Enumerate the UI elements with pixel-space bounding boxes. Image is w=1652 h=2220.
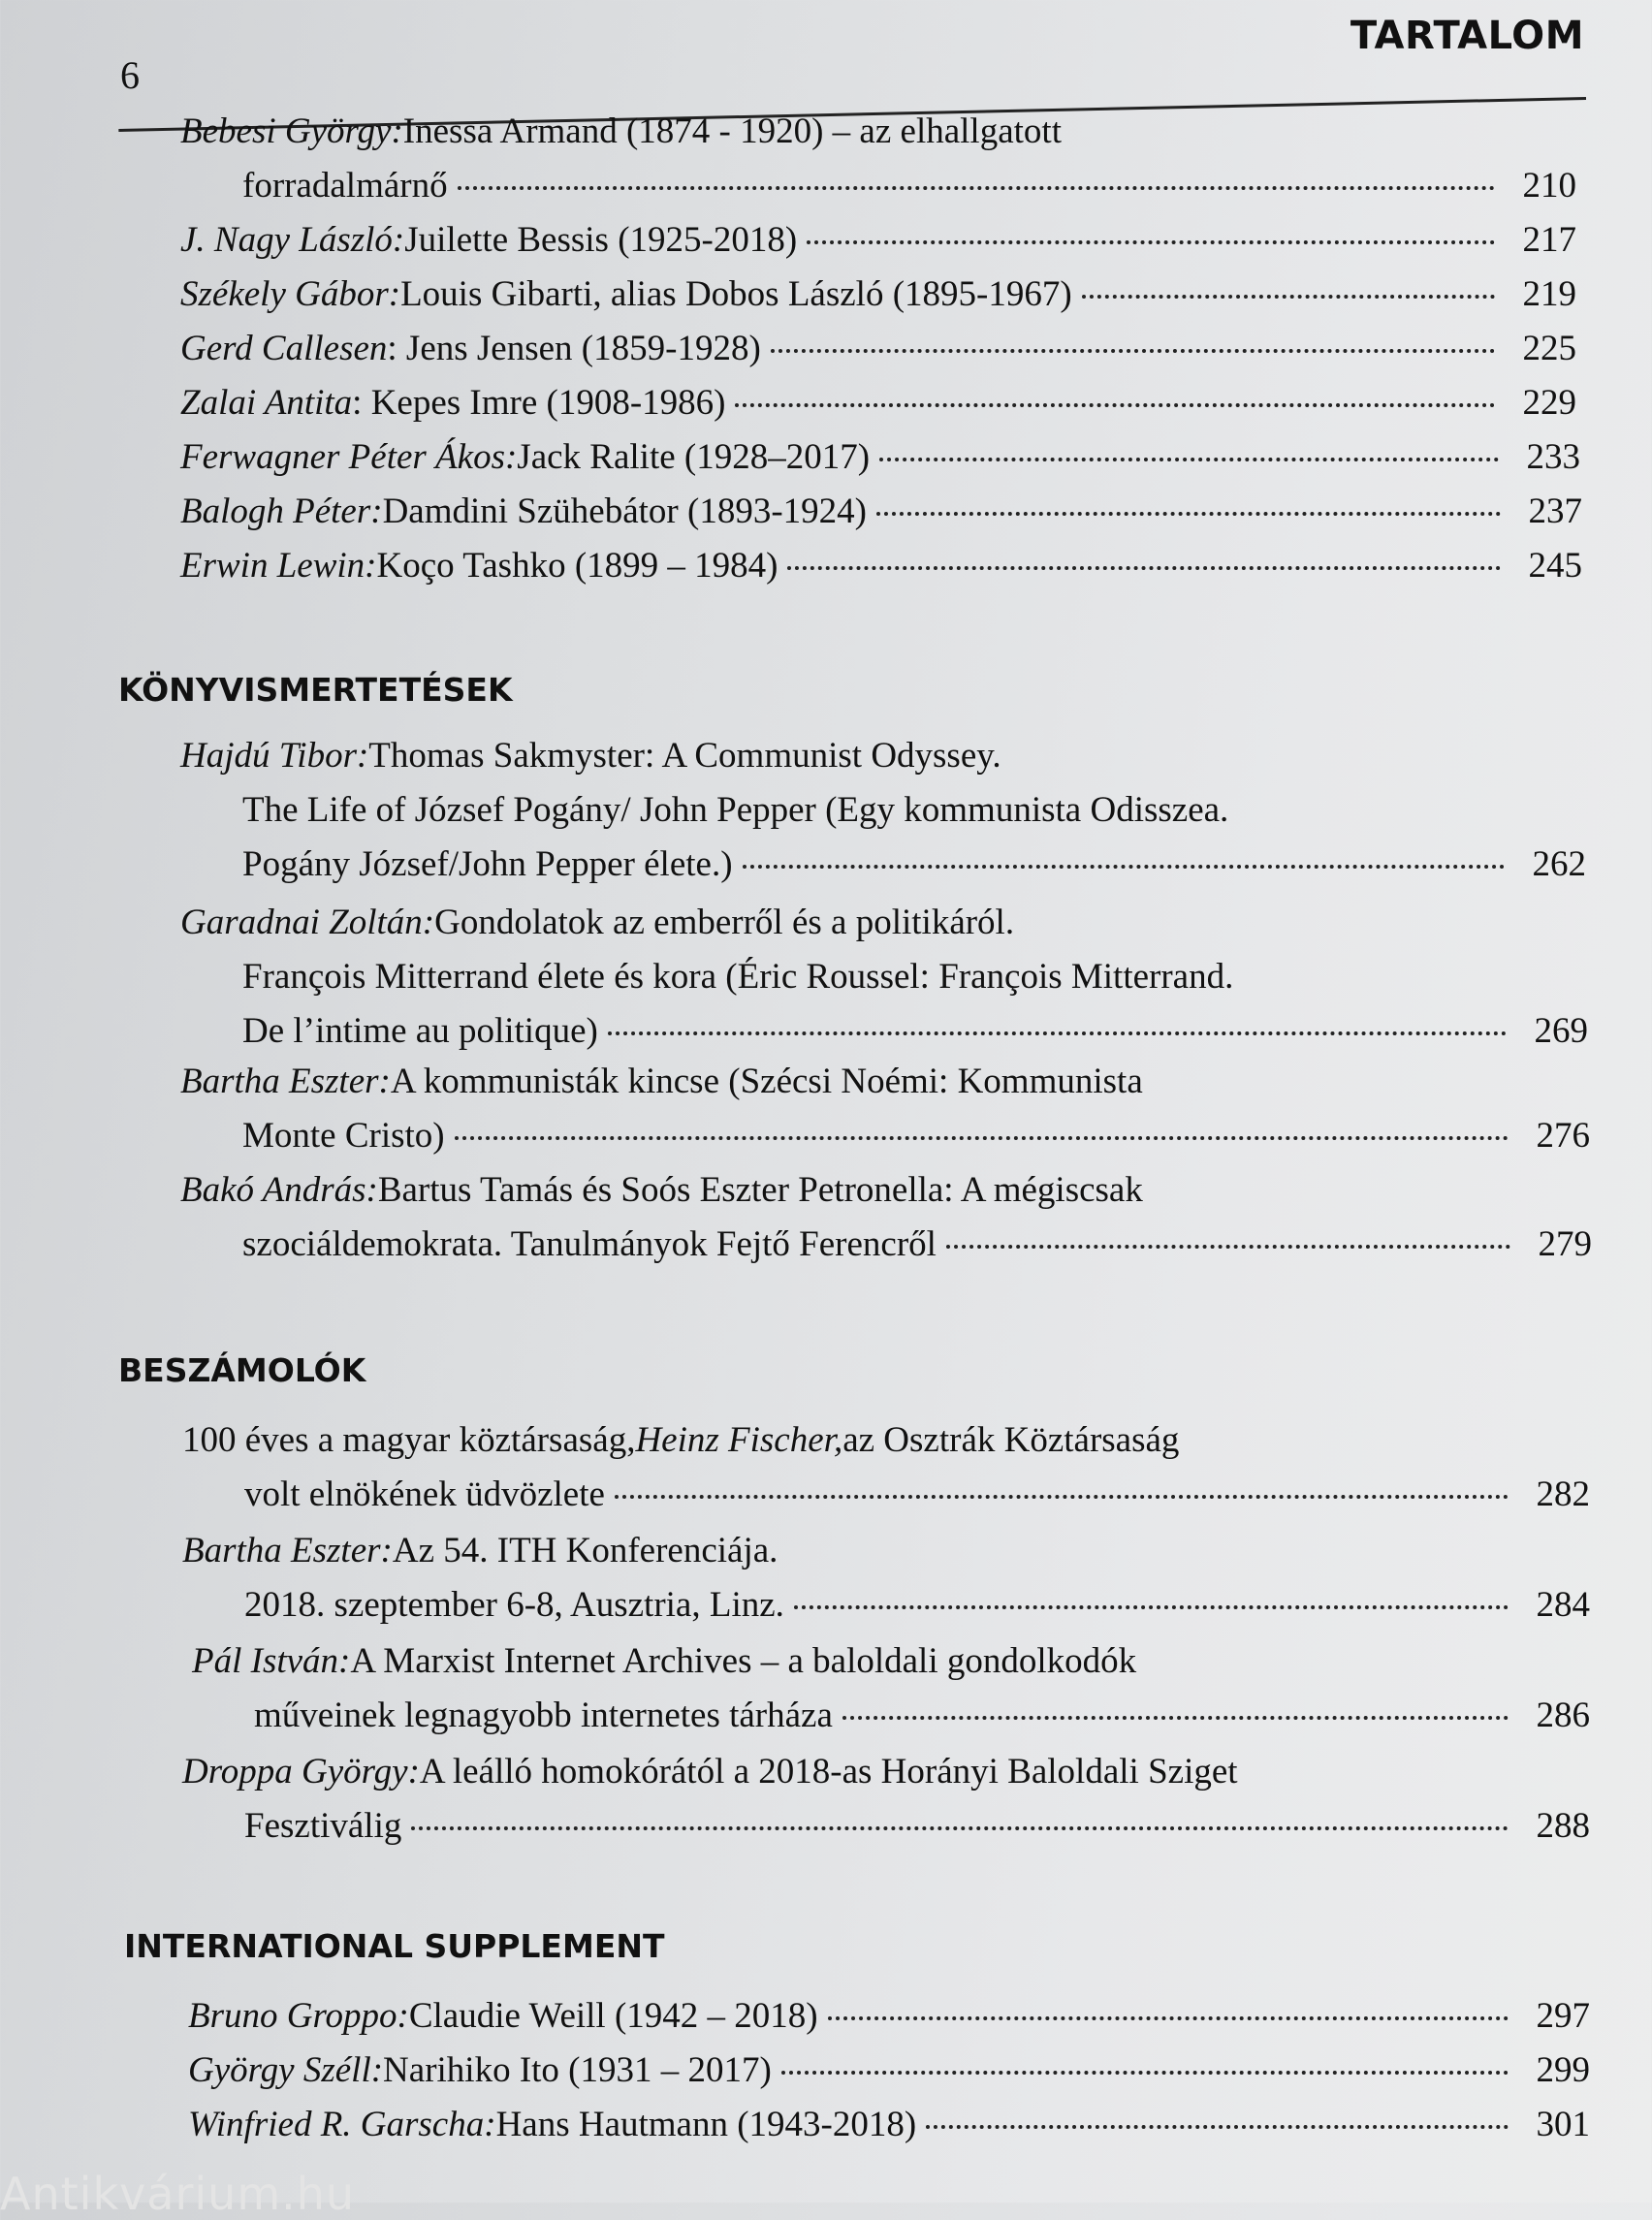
entry-title: A Marxist Internet Archives – a baloldali gondolkodók <box>350 1641 1137 1681</box>
entry-title-continued: François Mitterrand élete és kora (Éric Roussel: François Mitterrand. <box>242 957 1234 997</box>
entry-author: Ferwagner Péter Ákos: <box>180 437 518 477</box>
dot-leader <box>615 1495 1509 1499</box>
entry-title-continued: Monte Cristo) <box>242 1116 445 1156</box>
entry-author: Székely Gábor: <box>180 274 401 314</box>
entry-title-continued: De l’intime au politique) <box>242 1011 598 1051</box>
entry-page-number: 225 <box>1522 329 1576 368</box>
entry-page-number: 233 <box>1526 437 1580 477</box>
toc-entry <box>188 2044 1590 2098</box>
entry-page-number: 301 <box>1536 2105 1590 2144</box>
entry-page-number: 297 <box>1536 1996 1590 2036</box>
entry-title: Hans Hautmann (1943-2018) <box>495 2105 917 2144</box>
toc-entry <box>180 322 1576 376</box>
entry-title-continued: Pogány József/John Pepper élete.) <box>242 844 733 884</box>
entry-title: A kommunisták kincse (Szécsi Noémi: Kommunista <box>390 1062 1143 1101</box>
entry-title: Az 54. ITH Konferenciája. <box>392 1531 778 1570</box>
entry-page-number: 210 <box>1522 166 1576 206</box>
dot-leader <box>771 349 1495 353</box>
toc-entry <box>180 268 1576 322</box>
toc-entry <box>180 1055 1590 1163</box>
dot-leader <box>842 1716 1509 1720</box>
entry-title: Juilette Bessis (1925-2018) <box>404 220 798 260</box>
toc-entry <box>180 213 1576 268</box>
dot-leader <box>781 2071 1509 2075</box>
entry-author: Winfried R. Garscha: <box>188 2105 496 2144</box>
entry-author: Droppa György: <box>182 1752 420 1792</box>
entry-title-continued: szociáldemokrata. Tanulmányok Fejtő Ferencről <box>242 1224 937 1264</box>
entry-author: Bruno Groppo: <box>188 1996 409 2036</box>
toc-entry <box>192 1634 1590 1743</box>
entry-page-number: 245 <box>1528 546 1582 586</box>
entry-page-number: 217 <box>1522 220 1576 260</box>
toc-entry <box>188 1989 1590 2044</box>
running-header-title: TARTALOM <box>1350 14 1584 58</box>
entry-title: Damdini Szühebátor (1893-1924) <box>382 492 867 531</box>
toc-entry <box>188 2098 1590 2152</box>
entry-author: Balogh Péter: <box>180 492 383 531</box>
entry-title: : Jens Jensen (1859-1928) <box>387 329 761 368</box>
page-number: 6 <box>120 53 140 97</box>
toc-entry <box>180 376 1576 430</box>
entry-title: : Kepes Imre (1908-1986) <box>352 383 726 423</box>
entry-page-number: 237 <box>1528 492 1582 531</box>
entry-page-number: 276 <box>1536 1116 1590 1156</box>
entry-author: Erwin Lewin: <box>180 546 377 586</box>
entry-page-number: 262 <box>1532 844 1586 884</box>
dot-leader <box>794 1605 1509 1609</box>
toc-entry <box>180 729 1586 892</box>
dot-leader <box>926 2125 1509 2129</box>
toc-entry <box>180 430 1580 485</box>
entry-page-number: 279 <box>1538 1224 1592 1264</box>
entry-author: Zalai Antita <box>180 383 353 423</box>
entry-title: Claudie Weill (1942 – 2018) <box>408 1996 818 2036</box>
entry-author: Garadnai Zoltán: <box>180 903 435 942</box>
dot-leader <box>876 512 1501 516</box>
entry-page-number: 219 <box>1522 274 1576 314</box>
dot-leader <box>787 566 1501 570</box>
entry-author: Hajdú Tibor: <box>180 736 369 776</box>
toc-entry <box>180 485 1582 539</box>
entry-title: Inessa Armand (1874 - 1920) – az elhallgatott <box>402 111 1062 151</box>
entry-title: Louis Gibarti, alias Dobos László (1895-1967) <box>400 274 1072 314</box>
dot-leader <box>807 240 1495 244</box>
entry-page-number: 288 <box>1536 1806 1590 1846</box>
entry-title-continued: forradalmárnő <box>242 166 448 206</box>
entry-title: Gondolatok az emberről és a politikáról. <box>434 903 1015 942</box>
entry-page-number: 229 <box>1522 383 1576 423</box>
toc-entry <box>180 1163 1592 1272</box>
toc-entry <box>182 1413 1590 1522</box>
dot-leader <box>458 186 1495 190</box>
entry-page-number: 282 <box>1536 1475 1590 1514</box>
entry-author: Gerd Callesen <box>180 329 388 368</box>
entry-author: J. Nagy László: <box>180 220 405 260</box>
entry-title: Thomas Sakmyster: A Communist Odyssey. <box>368 736 1001 776</box>
entry-author: György Széll: <box>188 2050 384 2090</box>
section-heading-international-supplement: INTERNATIONAL SUPPLEMENT <box>124 1927 665 1965</box>
dot-leader <box>411 1826 1509 1830</box>
dot-leader <box>946 1245 1510 1249</box>
entry-author: Bakó András: <box>180 1170 378 1210</box>
entry-title: Jack Ralite (1928–2017) <box>517 437 871 477</box>
entry-author: Bartha Eszter: <box>182 1531 393 1570</box>
entry-title: Koço Tashko (1899 – 1984) <box>376 546 778 586</box>
entry-title: az Osztrák Köztársaság <box>842 1420 1180 1460</box>
entry-page-number: 284 <box>1536 1585 1590 1625</box>
entry-title-continued: Fesztiválig <box>244 1806 402 1846</box>
watermark: Antikvárium.hu <box>0 2168 356 2220</box>
entry-title: Bartus Tamás és Soós Eszter Petronella: A mégiscsak <box>377 1170 1143 1210</box>
entry-title-prefix: 100 éves a magyar köztársaság, <box>182 1420 636 1460</box>
toc-entry <box>180 539 1582 593</box>
section-heading-reports: BESZÁMOLÓK <box>118 1351 366 1389</box>
toc-entry <box>180 105 1576 213</box>
toc-entry <box>182 1745 1590 1854</box>
entry-page-number: 286 <box>1536 1696 1590 1735</box>
dot-leader <box>743 865 1505 869</box>
entry-title-continued: The Life of József Pogány/ John Pepper (Egy kommunista Odisszea. <box>242 790 1229 830</box>
entry-author: Bebesi György: <box>180 111 403 151</box>
entry-author: Bartha Eszter: <box>180 1062 391 1101</box>
dot-leader <box>608 1031 1507 1035</box>
entry-title-continued: volt elnökének üdvözlete <box>244 1475 605 1514</box>
dot-leader <box>879 458 1499 461</box>
entry-page-number: 299 <box>1536 2050 1590 2090</box>
entry-title: A leálló homokórától a 2018-as Horányi Baloldali Sziget <box>419 1752 1238 1792</box>
dot-leader <box>1082 295 1495 299</box>
toc-entry <box>180 896 1588 1059</box>
section-heading-book-reviews: KÖNYVISMERTETÉSEK <box>118 671 513 709</box>
dot-leader <box>455 1136 1509 1140</box>
entry-title-continued: 2018. szeptember 6-8, Ausztria, Linz. <box>244 1585 784 1625</box>
entry-title-continued: műveinek legnagyobb internetes tárháza <box>254 1696 833 1735</box>
dot-leader <box>828 2016 1509 2020</box>
dot-leader <box>735 403 1495 407</box>
entry-author: Pál István: <box>192 1641 351 1681</box>
entry-page-number: 269 <box>1534 1011 1588 1051</box>
entry-author: Heinz Fischer, <box>635 1420 843 1460</box>
toc-entry <box>182 1524 1590 1633</box>
entry-title: Narihiko Ito (1931 – 2017) <box>383 2050 772 2090</box>
